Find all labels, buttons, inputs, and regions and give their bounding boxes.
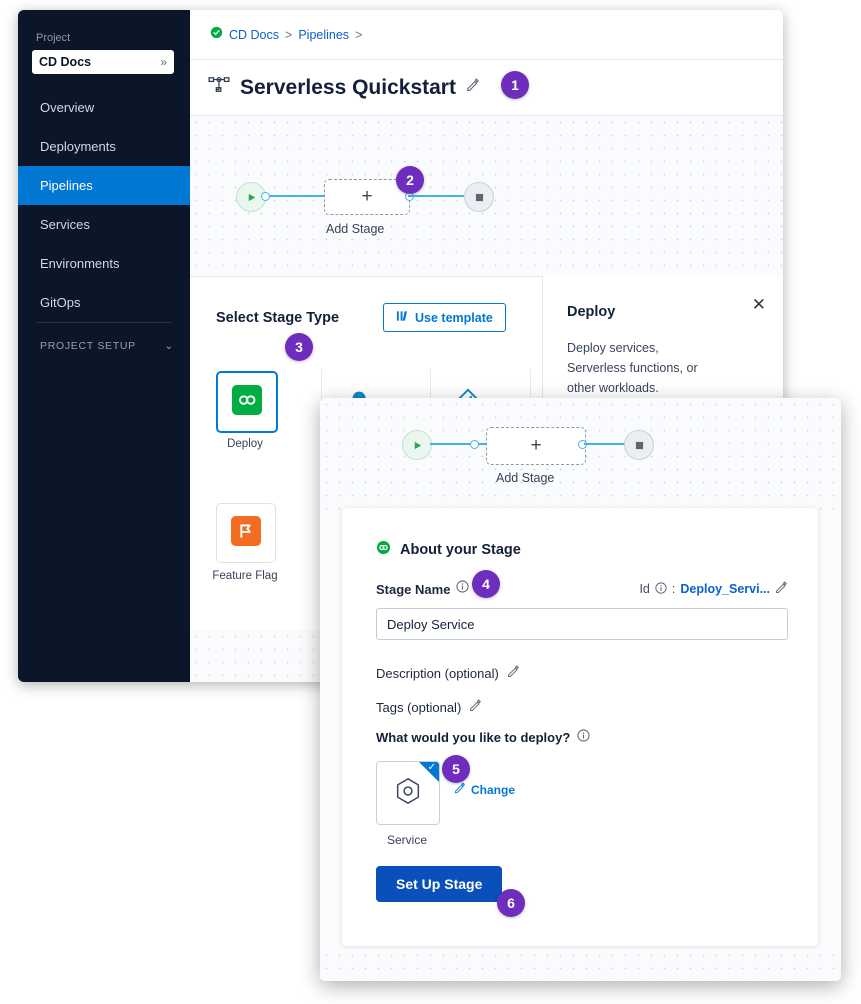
deploy-question-text: What would you like to deploy? bbox=[376, 729, 571, 745]
info-icon[interactable] bbox=[456, 580, 469, 598]
description-label: Description (optional) bbox=[376, 665, 499, 681]
breadcrumb-item-pipelines[interactable]: Pipelines bbox=[298, 27, 350, 42]
callout-badge-1: 1 bbox=[501, 71, 529, 99]
check-icon: ✓ bbox=[427, 762, 436, 773]
detail-description: Deploy services, Serverless functions, or other workloads. bbox=[567, 341, 698, 395]
chevron-down-icon: ⌄ bbox=[164, 340, 174, 352]
deploy-icon bbox=[376, 540, 391, 560]
sidebar-section-project-setup[interactable] bbox=[40, 340, 174, 352]
set-up-stage-label: Set Up Stage bbox=[396, 876, 483, 892]
pipeline-start-node[interactable] bbox=[402, 430, 432, 460]
id-label: Id bbox=[639, 582, 650, 596]
pencil-icon[interactable] bbox=[469, 699, 482, 715]
page-title: Serverless Quickstart bbox=[240, 75, 456, 99]
breadcrumb-separator: > bbox=[285, 27, 293, 42]
front-pipeline-canvas[interactable] bbox=[320, 398, 841, 513]
about-your-stage-card bbox=[342, 508, 818, 946]
change-label: Change bbox=[471, 782, 516, 797]
stage-type-tile-deploy[interactable] bbox=[216, 371, 278, 433]
connector-port bbox=[470, 440, 479, 449]
pencil-icon[interactable] bbox=[466, 78, 480, 97]
stage-type-tile-feature-flag[interactable] bbox=[216, 503, 276, 563]
sidebar-divider bbox=[36, 322, 172, 323]
change-deploy-type-button[interactable] bbox=[454, 782, 515, 797]
add-stage-node[interactable] bbox=[486, 427, 586, 465]
sidebar-item-overview[interactable] bbox=[18, 88, 190, 127]
callout-badge-5: 5 bbox=[442, 755, 470, 783]
sidebar-section-label: PROJECT SETUP bbox=[40, 340, 136, 352]
stage-name-label: Stage Name bbox=[376, 581, 451, 597]
add-stage-label: Add Stage bbox=[326, 222, 385, 236]
deploy-icon bbox=[232, 385, 262, 420]
pipeline-canvas[interactable] bbox=[190, 116, 783, 276]
breadcrumb-separator: > bbox=[355, 27, 363, 42]
collapse-icon[interactable]: » bbox=[160, 55, 167, 69]
deploy-question-label bbox=[376, 729, 590, 745]
deploy-type-tile-service[interactable] bbox=[376, 761, 440, 825]
breadcrumb-item-cd-docs[interactable]: CD Docs bbox=[229, 27, 280, 42]
description-field[interactable] bbox=[376, 665, 520, 681]
add-stage-plus: + bbox=[361, 186, 373, 207]
pencil-icon bbox=[454, 782, 466, 797]
project-label: Project bbox=[36, 32, 71, 44]
id-separator: : bbox=[671, 582, 676, 596]
project-selector[interactable] bbox=[32, 50, 174, 74]
pipeline-end-node[interactable] bbox=[624, 430, 654, 460]
stage-type-label-deploy: Deploy bbox=[227, 438, 263, 450]
about-stage-header bbox=[376, 540, 521, 560]
use-template-label: Use template bbox=[415, 310, 493, 325]
connector-line bbox=[408, 195, 464, 197]
add-stage-plus: + bbox=[530, 435, 542, 456]
stage-id-value: Deploy_Servi... bbox=[680, 582, 770, 596]
sidebar-item-label: Deployments bbox=[40, 139, 116, 154]
pencil-icon[interactable] bbox=[507, 665, 520, 681]
sidebar-item-gitops[interactable] bbox=[18, 283, 190, 322]
stage-setup-window bbox=[320, 398, 841, 981]
pipeline-icon bbox=[208, 76, 230, 99]
stage-panel-header bbox=[216, 303, 506, 332]
sidebar-item-deployments[interactable] bbox=[18, 127, 190, 166]
harness-logo-icon bbox=[210, 26, 223, 44]
pipeline-header bbox=[190, 60, 783, 116]
pipeline-end-node[interactable] bbox=[464, 182, 494, 212]
sidebar-item-label: GitOps bbox=[40, 295, 81, 310]
stage-id-row bbox=[639, 581, 788, 597]
template-icon bbox=[396, 310, 409, 325]
stage-name-input[interactable] bbox=[376, 608, 788, 640]
info-icon[interactable] bbox=[577, 729, 590, 745]
info-icon[interactable] bbox=[655, 582, 667, 597]
stage-name-value: Deploy Service bbox=[387, 616, 475, 632]
add-stage-label: Add Stage bbox=[496, 471, 555, 485]
sidebar-item-services[interactable] bbox=[18, 205, 190, 244]
stage-name-row bbox=[376, 580, 788, 598]
tags-label: Tags (optional) bbox=[376, 699, 462, 715]
sidebar-item-pipelines[interactable] bbox=[18, 166, 190, 205]
about-stage-title: About your Stage bbox=[400, 542, 521, 558]
stage-type-label-feature-flag: Feature Flag bbox=[212, 570, 278, 582]
callout-badge-6: 6 bbox=[497, 889, 525, 917]
sidebar-item-label: Environments bbox=[40, 256, 120, 271]
callout-badge-2: 2 bbox=[396, 166, 424, 194]
tags-field[interactable] bbox=[376, 699, 482, 715]
sidebar-item-label: Overview bbox=[40, 100, 95, 115]
connector-line bbox=[264, 195, 324, 197]
detail-title: Deploy bbox=[567, 304, 616, 320]
set-up-stage-button[interactable] bbox=[376, 866, 502, 902]
feature-flag-icon bbox=[231, 516, 261, 551]
sidebar-item-environments[interactable] bbox=[18, 244, 190, 283]
callout-badge-3: 3 bbox=[285, 333, 313, 361]
connector-line bbox=[430, 443, 490, 445]
callout-badge-4: 4 bbox=[472, 570, 500, 598]
pencil-icon[interactable] bbox=[775, 581, 788, 597]
connector-port bbox=[261, 192, 270, 201]
sidebar-item-label: Services bbox=[40, 217, 90, 232]
sidebar-item-label: Pipelines bbox=[40, 178, 93, 193]
deploy-type-label-service: Service bbox=[386, 833, 427, 847]
breadcrumb bbox=[190, 10, 783, 60]
use-template-button[interactable] bbox=[383, 303, 506, 332]
sidebar-nav bbox=[18, 88, 190, 322]
project-name: CD Docs bbox=[39, 55, 92, 69]
close-icon[interactable]: ✕ bbox=[751, 295, 766, 314]
select-stage-type-heading: Select Stage Type bbox=[216, 309, 340, 326]
front-canvas-footer bbox=[320, 949, 841, 981]
sidebar bbox=[18, 10, 190, 682]
